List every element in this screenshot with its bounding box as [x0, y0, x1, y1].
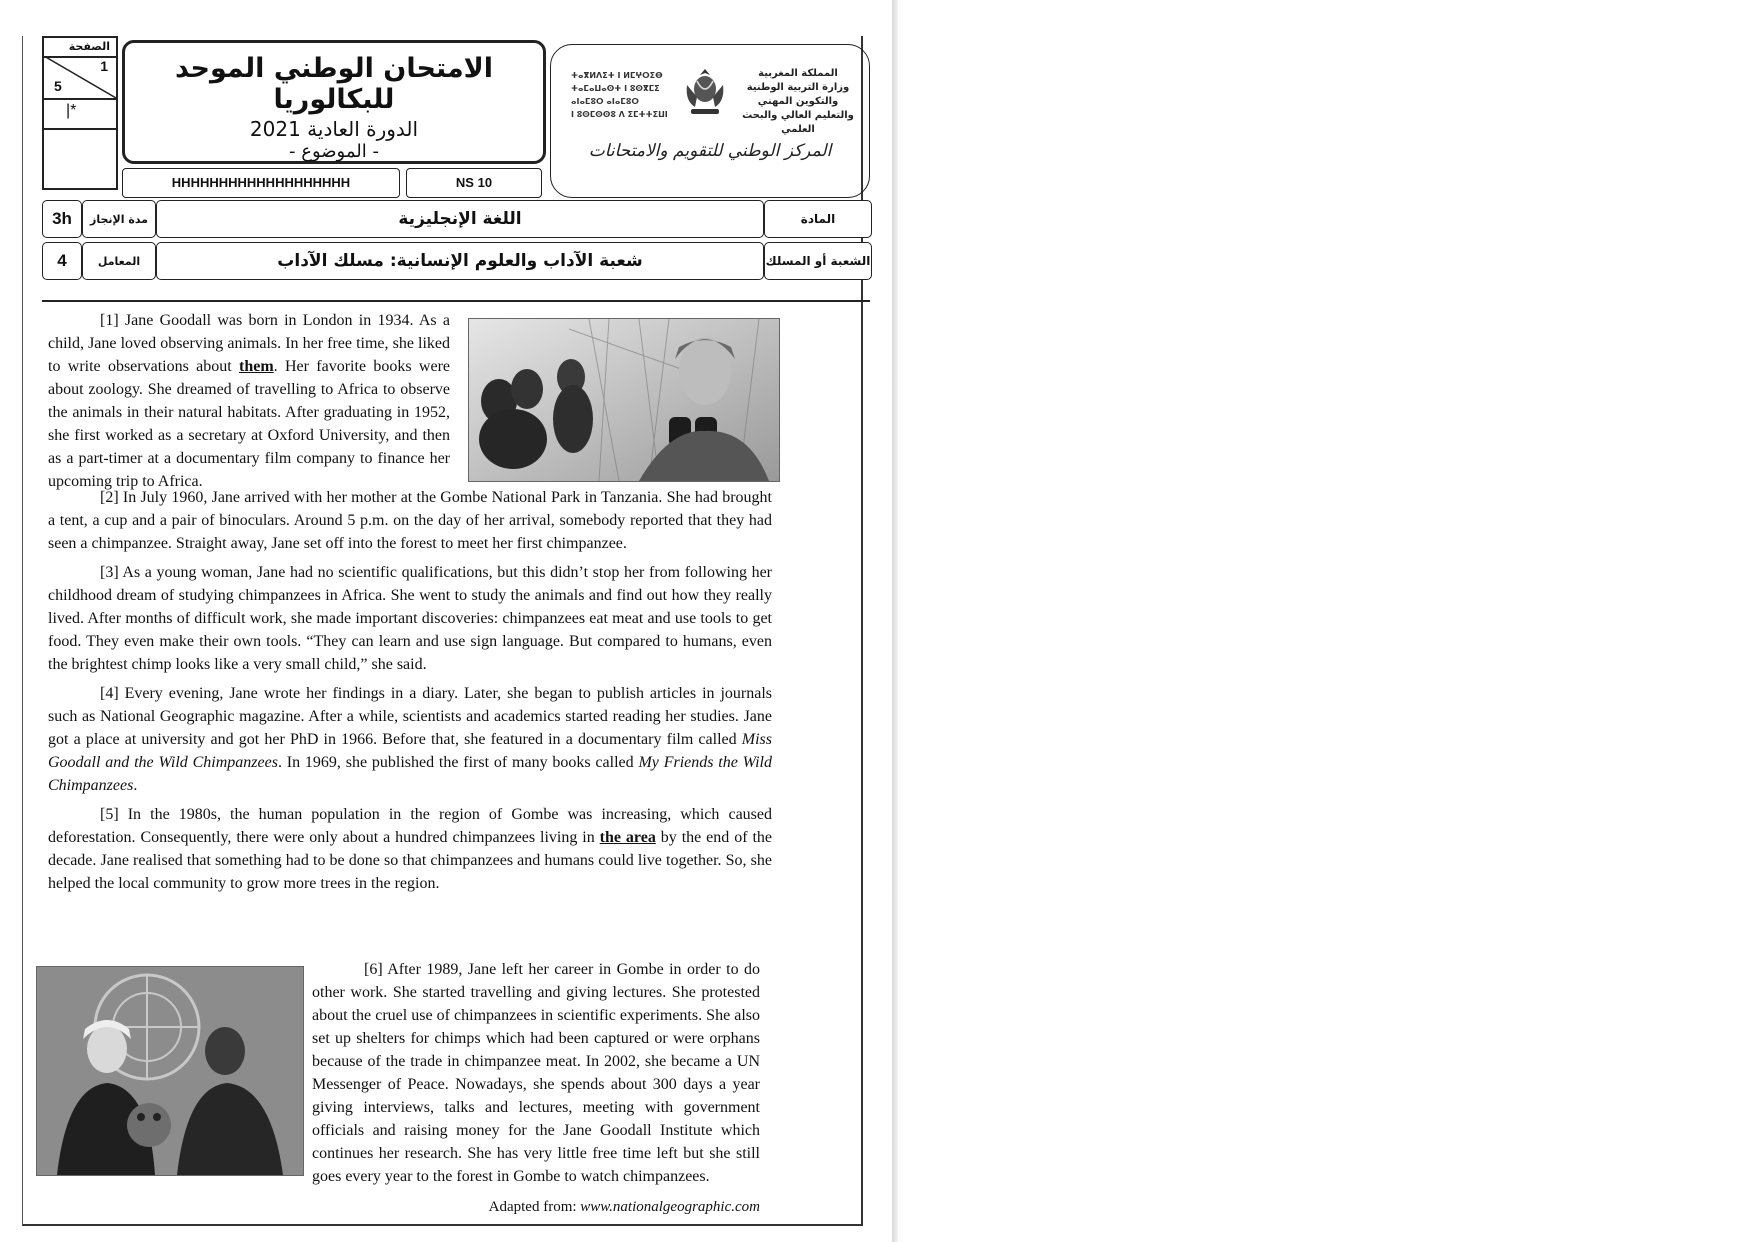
tifinagh-line: ⵏ ⵓⵙⵎⵙⵙⵓ ⴷ ⵉⵎⵜⵜⵉⵡⵏ	[571, 110, 668, 119]
tifinagh-line: ⴰⵏⴰⵎⵓⵔ ⴰⵏⴰⵎⵓⵔ	[571, 97, 639, 106]
paragraph-3: [3] As a young woman, Jane had no scientific qualifications, but this didn’t stop her from following her childhood dream of studying chimpanzees in Africa. She went to study the animals and find out how they really lived. After months of difficult work, she made important discoveries: chimpanzees eat meat and use tools to get food. They even make their own tools. “They can learn and use sign language. But compared to humans, even the brightest chimp looks like a very small child,” she said.	[48, 564, 772, 673]
paragraph-4-text-cont: . In 1969, she published the first of many books called	[277, 754, 639, 771]
stream-name: شعبة الآداب والعلوم الإنسانية: مسلك الآداب	[156, 242, 764, 280]
page-total: 5	[54, 78, 62, 94]
coefficient-value: 4	[42, 242, 82, 280]
ministry-line: والتكوين المهني	[757, 96, 839, 107]
tifinagh-ministry-text	[571, 69, 673, 121]
exam-section: - الموضوع -	[289, 141, 379, 162]
exam-session: الدورة العادية 2021	[249, 117, 419, 141]
coefficient-label: المعامل	[82, 242, 156, 280]
exam-page	[22, 36, 884, 1226]
divider	[44, 98, 116, 100]
page-counter-box	[42, 36, 118, 190]
photo-illustration	[37, 967, 303, 1175]
paragraph-1-text: [1] Jane Goodall was born in London in 1934. As a child, Jane loved observing animals. In her free time, she liked to write observations about	[48, 312, 450, 375]
subject-row	[42, 200, 870, 240]
code-filler: HHHHHHHHHHHHHHHHHHH	[122, 168, 400, 198]
evaluation-center-name: المركز الوطني للتقويم والامتحانات	[588, 141, 832, 161]
paragraph-4-end: .	[133, 777, 138, 794]
ministry-line: والتعليم العالي والبحث العلمي	[742, 110, 854, 135]
coat-of-arms-icon	[683, 67, 727, 119]
duration-label: مدة الإنجاز	[82, 200, 156, 238]
exam-title: الامتحان الوطني الموحد للبكالوريا	[174, 53, 494, 115]
exam-title-box	[122, 40, 546, 164]
reference-phrase-the-area: the area	[599, 829, 656, 846]
ministry-line: وزارة التربية الوطنية	[746, 82, 850, 93]
paragraph-5	[48, 803, 772, 895]
paragraph-1-text-cont: . Her favorite books were about zoology. She dreamed of travelling to Africa to observe the animals in their natural habitats. After graduating in 1952, she first worked as a secretary at Oxford University, and then as a part-timer at a documentary film company to finance her upcoming trip to Africa.	[48, 358, 450, 490]
page-label: الصفحة	[68, 40, 110, 53]
source-url: www.nationalgeographic.com	[580, 1199, 760, 1215]
exam-code-row	[122, 168, 542, 198]
tifinagh-line: ⵜⴰⵎⴰⵡⴰⵙⵜ ⵏ ⵓⵙⴳⵎⵉ	[571, 84, 660, 93]
divider	[44, 128, 116, 130]
subject-name: اللغة الإنجليزية	[156, 200, 764, 238]
ministry-line: المملكة المغربية	[758, 68, 838, 79]
paragraph-4	[48, 682, 772, 797]
stream-label: الشعبة أو المسلك	[764, 242, 872, 280]
paper-edge	[892, 0, 898, 1242]
header-rule	[42, 300, 870, 302]
source-label: Adapted from:	[488, 1199, 581, 1215]
ministry-logo-box	[550, 44, 870, 198]
tifinagh-line: ⵜⴰⴳⵍⴷⵉⵜ ⵏ ⵍⵎⵖⵔⵉⴱ	[571, 71, 663, 80]
goodall-chimpanzees-photo	[468, 318, 780, 482]
ministry-name-arabic	[739, 67, 857, 137]
un-messenger-photo	[36, 966, 304, 1176]
exam-header	[42, 36, 870, 304]
reference-word-them: them	[239, 358, 274, 375]
paragraph-6-text: [6] After 1989, Jane left her career in Gombe in order to do other work. She started travelling and giving lectures. She protested about the cruel use of chimpanzees in scientific experiments. She also set up shelters for chimps which had been captured or were orphans because of the trade in chimpanzee meat. In 2002, she became a UN Messenger of Peace. Nowadays, she spends about 300 days a year giving interviews, talks and lectures, meeting with government officials and raising money for the Jane Goodall Institute which continues her research. She has very little free time left but she still goes every year to the forest in Gombe to watch chimpanzees.	[312, 961, 760, 1185]
exam-code: NS 10	[406, 168, 542, 198]
paragraph-4-text: [4] Every evening, Jane wrote her findings in a diary. Later, she began to publish articles in journals such as National Geographic magazine. After a while, scientists and academics started reading her studies. Jane got a place at university and got her PhD in 1966. Before that, she featured in a documentary film called	[48, 685, 772, 748]
stream-row	[42, 242, 870, 282]
paragraph-5-text: [5] In the 1980s, the human population in the region of Gombe was increasing, which caused deforestation. Consequently, there were only about a hundred chimpanzees living in	[48, 806, 772, 846]
film-title: Miss Goodall and the Wild Chimpanzees	[48, 731, 772, 771]
subject-label: المادة	[764, 200, 872, 238]
page-number: 1	[100, 58, 108, 74]
article-body	[48, 486, 772, 901]
duration-value: 3h	[42, 200, 82, 238]
paragraph-5-text-cont: by the end of the decade. Jane realised that something had to be done so that chimpanzees and humans could live together. So, she helped the local community to grow more trees in the region.	[48, 829, 772, 892]
paragraph-1	[48, 309, 450, 493]
page-marker: |*	[66, 102, 77, 119]
paragraph-2: [2] In July 1960, Jane arrived with her mother at the Gombe National Park in Tanzania. She had brought a tent, a cup and a pair of binoculars. Around 5 p.m. on the day of her arrival, somebody reported that they had seen a chimpanzee. Straight away, Jane set off into the forest to meet her first chimpanzee.	[48, 489, 772, 552]
source-citation	[312, 1196, 760, 1219]
photo-illustration	[469, 319, 779, 481]
paragraph-6	[312, 958, 760, 1188]
book-title: My Friends the Wild Chimpanzees	[48, 754, 772, 794]
